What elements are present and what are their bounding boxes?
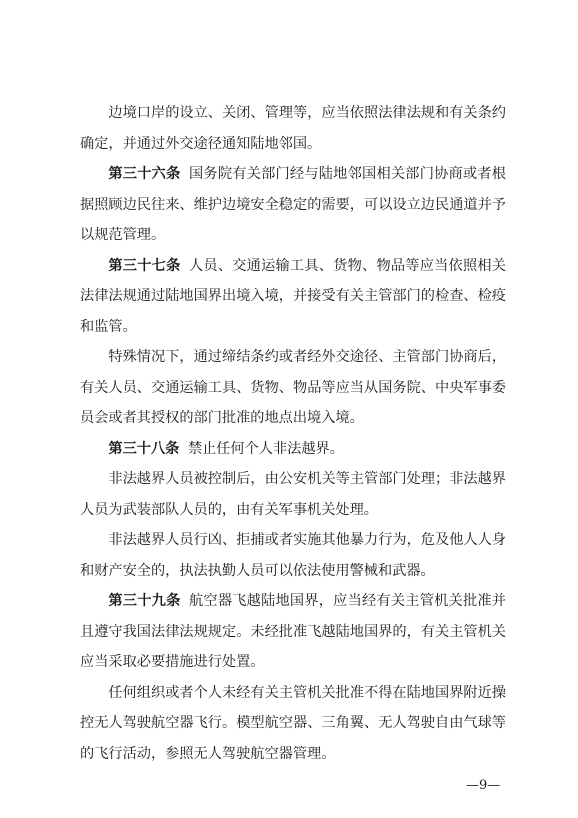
article-number: 第三十九条 <box>108 593 181 609</box>
paragraph-text: 非法越界人员被控制后，由公安机关等主管部门处理；非法越界人员为武装部队人员的，由有关军事机关处理。 <box>80 471 506 518</box>
paragraph-text: 任何组织或者个人未经有关主管机关批准不得在陆地国界附近操控无人驾驶航空器飞行。模型航空器、三角翼、无人驾驶自由气球等的飞行活动，参照无人驾驶航空器管理。 <box>80 684 506 762</box>
paragraph-text: 禁止任何个人非法越界。 <box>187 440 344 457</box>
paragraph-text: 非法越界人员行凶、拒捕或者实施其他暴力行为，危及他人人身和财产安全的，执法执勤人员可以依法使用警械和武器。 <box>80 532 506 579</box>
paragraph-text: 国务院有关部门经与陆地邻国相关部门协商或者根据照顾边民往来、维护边境安全稳定的需要，可以设立边民通道并予以规范管理。 <box>80 166 506 243</box>
paragraph <box>80 342 506 434</box>
article-number: 第三十七条 <box>108 257 181 274</box>
paragraph-text: 人员、交通运输工具、货物、物品等应当依照相关法律法规通过陆地国界出境入境，并接受有关主管部门的检查、检疫和监管。 <box>80 257 506 335</box>
paragraph <box>80 434 506 465</box>
paragraph <box>80 251 506 343</box>
article-number: 第三十八条 <box>108 440 180 457</box>
paragraph <box>80 525 506 586</box>
paragraph <box>80 586 506 678</box>
paragraph <box>80 678 506 770</box>
document-body <box>80 98 506 769</box>
paragraph-text: 航空器飞越陆地国界，应当经有关主管机关批准并且遵守我国法律法规规定。未经批准飞越陆地国界的，有关主管机关应当采取必要措施进行处置。 <box>80 593 506 670</box>
article-number: 第三十六条 <box>108 166 181 182</box>
paragraph <box>80 464 506 525</box>
page-number: —9— <box>466 778 501 793</box>
paragraph-text: 边境口岸的设立、关闭、管理等，应当依照法律法规和有关条约确定，并通过外交途径通知陆地邻国。 <box>80 105 506 152</box>
paragraph <box>80 159 506 251</box>
paragraph <box>80 98 506 159</box>
paragraph-text: 特殊情况下，通过缔结条约或者经外交途径、主管部门协商后，有关人员、交通运输工具、货物、物品等应当从国务院、中央军事委员会或者其授权的部门批准的地点出境入境。 <box>80 349 506 426</box>
